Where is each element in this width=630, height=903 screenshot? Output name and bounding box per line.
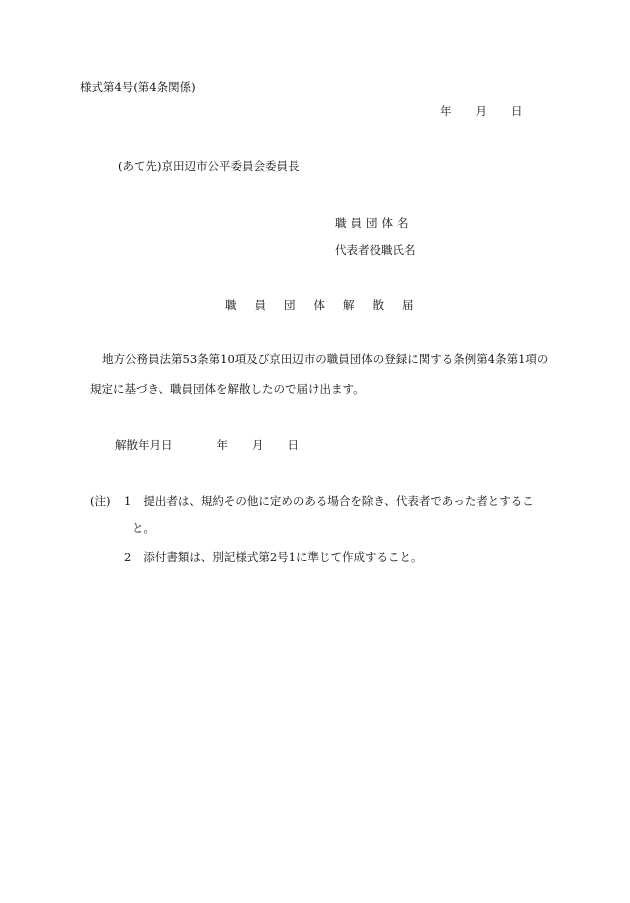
title-char: 団 [284, 298, 296, 312]
title-char: 解 [343, 298, 355, 312]
dissolution-day: 日 [287, 438, 299, 452]
date-month: 月 [475, 104, 487, 118]
title-char: 届 [402, 298, 414, 312]
dissolution-date-label: 解散年月日 [115, 438, 173, 452]
title-char: 員 [254, 298, 266, 312]
representative-label: 代表者役職氏名 [335, 243, 416, 257]
org-name-label: 職員団体名 [335, 216, 413, 230]
note-text: 添付書類は、別記様式第2号1に準じて作成すること。 [143, 550, 423, 564]
dissolution-month: 月 [252, 438, 264, 452]
title-char: 体 [313, 298, 325, 312]
addressee: (あて先)京田辺市公平委員会委員長 [118, 159, 300, 173]
title-char: 職 [225, 298, 237, 312]
notes-heading: (注) [90, 494, 111, 508]
form-number: 様式第4号(第4条関係) [80, 80, 196, 94]
date-day: 日 [511, 104, 523, 118]
note-item-1-continuation: と。 [132, 521, 155, 535]
date-year: 年 [440, 104, 452, 118]
dissolution-date-row [115, 440, 299, 452]
title-char: 散 [372, 298, 384, 312]
dissolution-year: 年 [216, 438, 228, 452]
document-title [225, 300, 414, 312]
note-item-2 [124, 552, 422, 564]
submission-date [440, 106, 523, 118]
body-text-line-2: 規定に基づき、職員団体を解散したので届け出ます。 [90, 382, 365, 396]
note-number: 1 [124, 494, 132, 508]
note-item-1 [124, 496, 534, 508]
note-text: 提出者は、規約その他に定めのある場合を除き、代表者であった者とするこ [143, 494, 534, 508]
body-text-line-1: 地方公務員法第53条第10項及び京田辺市の職員団体の登録に関する条例第4条第1項の [102, 352, 549, 366]
note-number: 2 [124, 550, 132, 564]
